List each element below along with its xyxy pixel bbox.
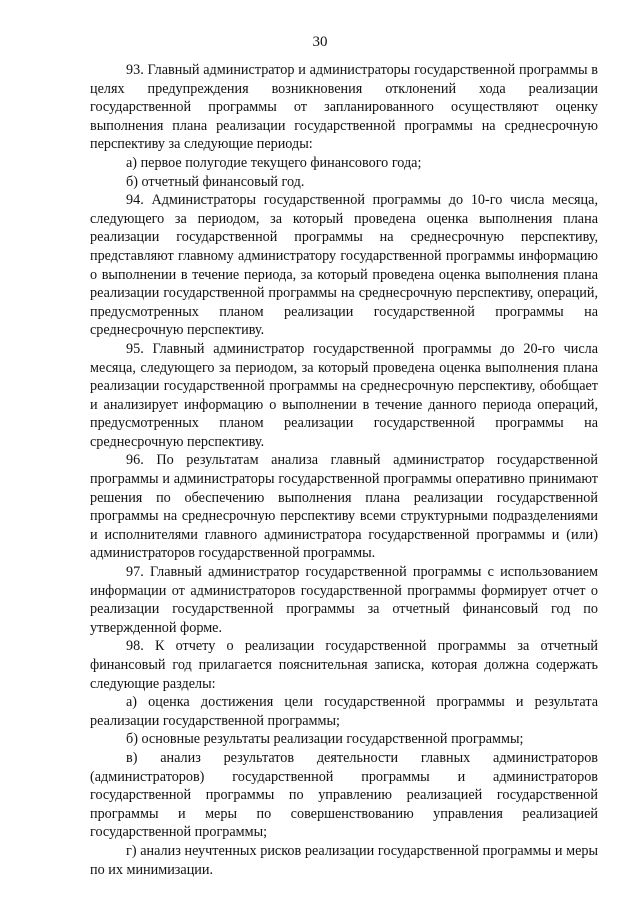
paragraph-96: 96. По результатам анализа главный администратор государственной программы и администраторы государственной программы оперативно принимают решения по обеспечению выполнения плана реализации государственной программы на среднесрочную перспективу всеми структурными подразделениями и исполнителями главного администратора государственной программы и (или) администраторов государственной программы. xyxy=(90,452,598,562)
page-number: 30 xyxy=(312,34,328,50)
list-item-v: в) анализ результатов деятельности главных администраторов (администраторов) государственной программы и администраторов государственной программы по управлению реализацией государственной программы и меры по совершенствованию управления реализацией государственной программы; xyxy=(90,749,598,841)
paragraph-94: 94. Администраторы государственной программы до 10-го числа месяца, следующего за периодом, за который проведена оценка выполнения плана реализации государственной программы на среднесрочную перспективу, представляют главному администратору государственной программы информацию о выполнении в течение периода, за который проведена оценка выполнения плана реализации государственной программы на среднесрочную перспективу, операций, предусмотренных планом реализации государственной программы на среднесрочную перспективу. xyxy=(90,192,598,339)
paragraph-95: 95. Главный администратор государственной программы до 20-го числа месяца, следующего за периодом, за который проведена оценка выполнения плана реализации государственной программы на среднесрочную перспективу, обобщает и анализирует информацию о выполнении в течение данного периода операций, предусмотренных планом реализации государственной программы на среднесрочную перспективу. xyxy=(90,340,598,450)
paragraph-93: 93. Главный администратор и администраторы государственной программы в целях предупреждения возникновения отклонений хода реализации государственной программы от запланированного осуществляют оценку выполнения плана реализации государственной программы на среднесрочную перспективу за следующие периоды: xyxy=(90,62,598,153)
paragraph-98: 98. К отчету о реализации государственной программы за отчетный финансовый год прилагается пояснительная записка, которая должна содержать следующие разделы: xyxy=(90,638,598,692)
paragraph-97: 97. Главный администратор государственной программы с использованием информации от администраторов государственной программы формирует отчет о реализации государственной программы за отчетный финансовый год по утвержденной форме. xyxy=(90,564,598,636)
list-item-g: г) анализ неучтенных рисков реализации государственной программы и меры по их минимизации. xyxy=(90,842,598,878)
document-body xyxy=(90,61,598,879)
list-item-b: б) основные результаты реализации государственной программы; xyxy=(126,731,524,748)
list-item-a: а) первое полугодие текущего финансового года; xyxy=(126,154,422,171)
list-item-a: а) оценка достижения цели государственной программы и результата реализации государственной программы; xyxy=(90,694,598,729)
list-item-b: б) отчетный финансовый год. xyxy=(126,173,305,190)
